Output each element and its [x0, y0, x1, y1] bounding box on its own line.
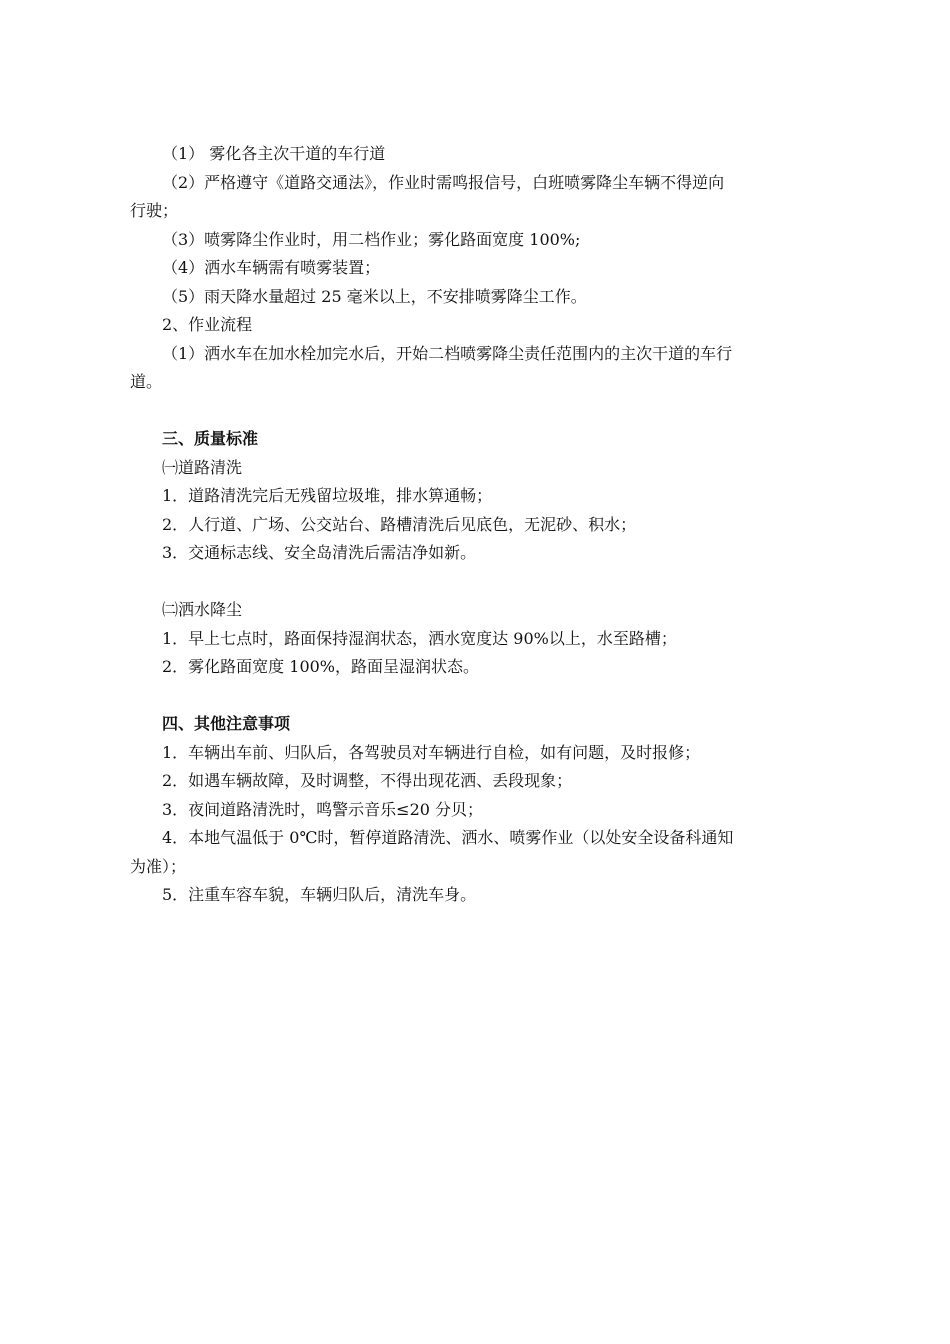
notice-item-4: 4．本地气温低于 0℃时，暂停道路清洗、洒水、喷雾作业（以处安全设备科通知 [162, 828, 734, 847]
workflow-item-1: （1）洒水车在加水栓加完水后，开始二档喷雾降尘责任范围内的主次干道的车行 [162, 343, 733, 363]
spray-item-1: （1） 雾化各主次干道的车行道 [162, 144, 386, 163]
spray-item-3: （3）喷雾降尘作业时，用二档作业；雾化路面宽度 100%; [162, 229, 581, 249]
notice-item-5: 5．注重车容车貌，车辆归队后，清洗车身。 [162, 885, 477, 904]
spray-item-2: （2）严格遵守《道路交通法》，作业时需鸣报信号，白班喷雾降尘车辆不得逆向 [162, 172, 725, 192]
spray-item-5: （5）雨天降水量超过 25 毫米以上，不安排喷雾降尘工作。 [162, 286, 587, 306]
road-wash-item-3: 3．交通标志线、安全岛清洗后需洁净如新。 [162, 543, 477, 562]
notice-item-3: 3．夜间道路清洗时，鸣警示音乐≤20 分贝； [162, 799, 484, 819]
workflow-item-1-continued: 道。 [130, 372, 163, 391]
watering-item-1: 1．早上七点时，路面保持湿润状态，洒水宽度达 90%以上，水至路槽； [162, 628, 677, 648]
road-wash-item-1: 1．道路清洗完后无残留垃圾堆，排水箅通畅； [162, 486, 493, 505]
spray-item-4: （4）洒水车辆需有喷雾装置； [162, 258, 381, 277]
spacer [130, 568, 820, 597]
document-body [130, 140, 820, 910]
notice-item-2: 2．如遇车辆故障，及时调整，不得出现花洒、丢段现象； [162, 771, 573, 790]
section-3-heading: 三、质量标准 [162, 429, 259, 448]
spray-item-2-continued: 行驶； [130, 201, 179, 220]
workflow-title: 2、作业流程 [162, 315, 253, 334]
watering-item-2: 2．雾化路面宽度 100%，路面呈湿润状态。 [162, 657, 480, 676]
section-3-sub-1: ㈠道路清洗 [162, 457, 243, 477]
road-wash-item-2: 2．人行道、广场、公交站台、路槽清洗后见底色，无泥砂、积水； [162, 514, 637, 534]
section-3-sub-2: ㈡洒水降尘 [162, 600, 243, 619]
spacer [130, 682, 820, 711]
notice-item-1: 1．车辆出车前、归队后，各驾驶员对车辆进行自检，如有问题，及时报修； [162, 742, 701, 762]
spacer [130, 397, 820, 426]
notice-item-4-continued: 为准）； [130, 856, 187, 876]
section-4-heading: 四、其他注意事项 [162, 714, 291, 733]
